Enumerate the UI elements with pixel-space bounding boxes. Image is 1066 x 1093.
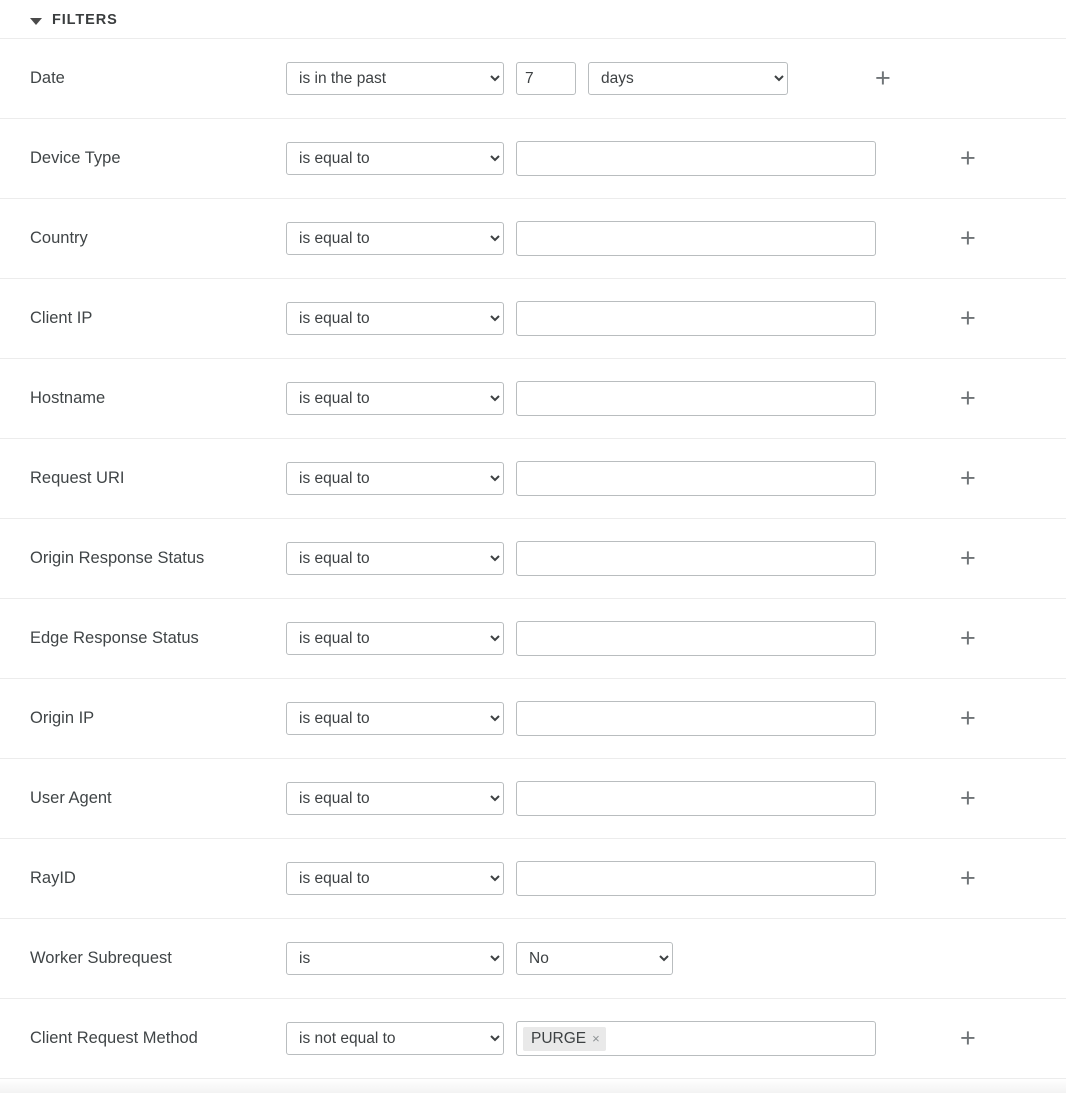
filter-operator-select[interactable]: [286, 62, 504, 95]
filter-controls: [286, 141, 1066, 176]
filter-tag: [523, 1027, 606, 1051]
add-filter-button[interactable]: +: [960, 703, 976, 733]
filter-controls: [286, 942, 1066, 975]
filter-operator-select[interactable]: [286, 702, 504, 735]
filter-controls: [286, 621, 1066, 656]
filter-controls: [286, 461, 1066, 496]
filter-number-input[interactable]: [516, 62, 576, 95]
filter-value-input[interactable]: [516, 381, 876, 416]
filter-controls: [286, 381, 1066, 416]
filters-title: FILTERS: [52, 12, 118, 28]
filter-label: Origin IP: [30, 708, 95, 727]
filter-operator-select[interactable]: [286, 622, 504, 655]
filter-label: Request URI: [30, 468, 125, 487]
filter-label: RayID: [30, 868, 76, 887]
filter-row: [0, 118, 1066, 198]
add-filter-button[interactable]: +: [960, 783, 976, 813]
close-icon[interactable]: ×: [592, 1031, 600, 1046]
filter-operator-select[interactable]: [286, 942, 504, 975]
add-filter-button[interactable]: +: [960, 543, 976, 573]
add-filter-button[interactable]: +: [960, 463, 976, 493]
add-filter-button[interactable]: +: [960, 863, 976, 893]
filter-controls: [286, 541, 1066, 576]
filter-value-input[interactable]: [516, 541, 876, 576]
filter-value-input[interactable]: [516, 701, 876, 736]
filter-row: [0, 838, 1066, 918]
filter-value-input[interactable]: [516, 461, 876, 496]
filter-row: [0, 758, 1066, 838]
filter-controls: [286, 781, 1066, 816]
filter-controls: [286, 221, 1066, 256]
filter-label: Worker Subrequest: [30, 948, 172, 967]
filter-label: Country: [30, 228, 88, 247]
filter-operator-select[interactable]: [286, 382, 504, 415]
filter-row: [0, 438, 1066, 518]
filter-label: Hostname: [30, 388, 106, 407]
filter-row: [0, 358, 1066, 438]
filter-row: [0, 598, 1066, 678]
filter-label: Edge Response Status: [30, 628, 199, 647]
filter-tag-input[interactable]: [516, 1021, 876, 1056]
filter-value-input[interactable]: [516, 141, 876, 176]
add-filter-button[interactable]: +: [960, 623, 976, 653]
add-filter-button[interactable]: +: [875, 63, 891, 93]
filter-label: Client IP: [30, 308, 93, 327]
filter-tag-label: PURGE: [531, 1029, 587, 1047]
filter-row: [0, 918, 1066, 998]
filter-value-input[interactable]: [516, 781, 876, 816]
filter-row: [0, 998, 1066, 1078]
filter-label: Client Request Method: [30, 1028, 198, 1047]
filter-operator-select[interactable]: [286, 782, 504, 815]
filter-controls: [286, 1021, 1066, 1056]
add-filter-button[interactable]: +: [960, 383, 976, 413]
filter-value-input[interactable]: [516, 621, 876, 656]
filter-label: Origin Response Status: [30, 548, 205, 567]
filter-label: Device Type: [30, 148, 121, 167]
panel-bottom-edge: [0, 1078, 1066, 1093]
filter-row: [0, 678, 1066, 758]
filter-operator-select[interactable]: [286, 1022, 504, 1055]
filter-operator-select[interactable]: [286, 462, 504, 495]
filter-operator-select[interactable]: [286, 542, 504, 575]
filter-choice-select[interactable]: [516, 942, 673, 975]
filter-controls: [286, 701, 1066, 736]
filter-controls: [286, 861, 1066, 896]
filter-operator-select[interactable]: [286, 222, 504, 255]
filters-header[interactable]: [0, 0, 1066, 38]
filter-operator-select[interactable]: [286, 862, 504, 895]
filter-controls: [286, 62, 1066, 95]
add-filter-button[interactable]: +: [960, 1023, 976, 1053]
filter-row: [0, 278, 1066, 358]
add-filter-button[interactable]: +: [960, 143, 976, 173]
filter-operator-select[interactable]: [286, 142, 504, 175]
filter-label: Date: [30, 68, 65, 87]
filter-row: [0, 38, 1066, 118]
add-filter-button[interactable]: +: [960, 303, 976, 333]
add-filter-button[interactable]: +: [960, 223, 976, 253]
filter-row: [0, 518, 1066, 598]
filter-value-input[interactable]: [516, 301, 876, 336]
filter-unit-select[interactable]: [588, 62, 788, 95]
filter-value-input[interactable]: [516, 221, 876, 256]
filter-label: User Agent: [30, 788, 112, 807]
chevron-down-icon[interactable]: [30, 18, 42, 25]
filter-row: [0, 198, 1066, 278]
filter-operator-select[interactable]: [286, 302, 504, 335]
filter-controls: [286, 301, 1066, 336]
filter-value-input[interactable]: [516, 861, 876, 896]
